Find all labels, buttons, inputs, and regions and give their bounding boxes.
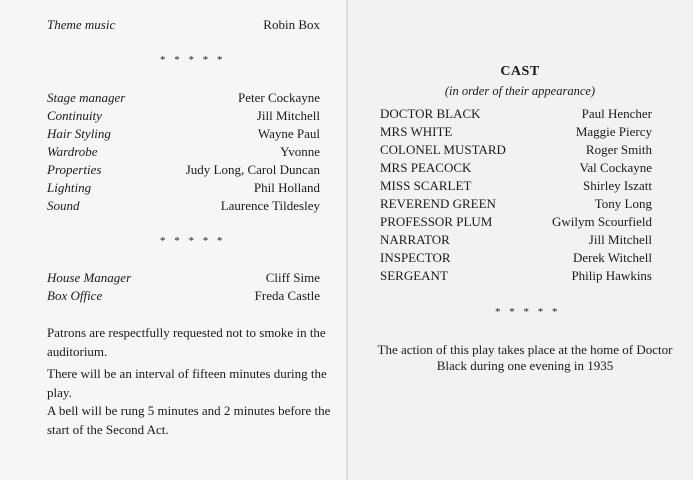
- credit-role: Theme music: [47, 17, 116, 32]
- credit-name: Cliff Sime: [265, 270, 320, 285]
- credit-name: Freda Castle: [254, 288, 320, 303]
- crew-row: [47, 161, 320, 179]
- interval-notice: There will be an interval of fifteen minutes during the play.: [47, 366, 327, 400]
- credit-name: Yvonne: [280, 144, 320, 159]
- cast-row: [380, 231, 652, 249]
- crew-row: [47, 125, 320, 143]
- separator-stars: * * * * *: [160, 54, 226, 66]
- credit-name: Jill Mitchell: [256, 108, 320, 123]
- actor-name: Philip Hawkins: [571, 268, 652, 283]
- character-name: MISS SCARLET: [380, 178, 472, 193]
- character-name: MRS PEACOCK: [380, 160, 472, 175]
- character-name: MRS WHITE: [380, 124, 453, 139]
- cast-row: [380, 177, 652, 195]
- cast-row: [380, 141, 652, 159]
- actor-name: Shirley Iszatt: [583, 178, 652, 193]
- cast-row: [380, 249, 652, 267]
- character-name: INSPECTOR: [380, 250, 451, 265]
- cast-row: [380, 159, 652, 177]
- character-name: COLONEL MUSTARD: [380, 142, 506, 157]
- actor-name: Paul Hencher: [581, 106, 652, 121]
- actor-name: Val Cockayne: [579, 160, 652, 175]
- credit-name: Laurence Tildesley: [220, 198, 320, 213]
- separator-stars: * * * * *: [160, 235, 226, 247]
- front-of-house-row: [47, 287, 320, 305]
- cast-row: [380, 267, 652, 285]
- actor-name: Gwilym Scourfield: [551, 214, 652, 229]
- bell-notice: A bell will be rung 5 minutes and 2 minutes before the start of the Second Act.: [47, 403, 331, 437]
- cast-row: [380, 123, 652, 141]
- theme-music-row: [47, 16, 320, 34]
- cast-row: [380, 195, 652, 213]
- setting-note: The action of this play takes place at the home of Doctor Black during one evening in 1935: [377, 342, 673, 373]
- smoking-notice: Patrons are respectfully requested not to smoke in the auditorium.: [47, 325, 326, 359]
- actor-name: Roger Smith: [585, 142, 652, 157]
- crew-row: [47, 89, 320, 107]
- credit-name: Judy Long, Carol Duncan: [185, 162, 320, 177]
- actor-name: Jill Mitchell: [588, 232, 652, 247]
- crew-row: [47, 107, 320, 125]
- actor-name: Tony Long: [594, 196, 652, 211]
- credit-role: Lighting: [47, 180, 92, 195]
- cast-row: [380, 105, 652, 123]
- character-name: NARRATOR: [380, 232, 450, 247]
- character-name: SERGEANT: [380, 268, 448, 283]
- credit-name: Peter Cockayne: [238, 90, 320, 105]
- credit-role: Sound: [47, 198, 80, 213]
- cast-subheading: (in order of their appearance): [444, 84, 596, 98]
- credit-role: Continuity: [47, 108, 102, 123]
- crew-row: [47, 179, 320, 197]
- credit-role: House Manager: [47, 270, 132, 285]
- character-name: REVEREND GREEN: [380, 196, 496, 211]
- credit-name: Phil Holland: [253, 180, 320, 195]
- character-name: DOCTOR BLACK: [380, 106, 481, 121]
- credit-role: Stage manager: [47, 90, 126, 105]
- cast-heading: CAST: [500, 64, 540, 79]
- crew-row: [47, 143, 320, 161]
- credit-role: Properties: [47, 162, 102, 177]
- character-name: PROFESSOR PLUM: [380, 214, 493, 229]
- cast-row: [380, 213, 652, 231]
- actor-name: Maggie Piercy: [575, 124, 652, 139]
- separator-stars: * * * * *: [495, 306, 561, 318]
- actor-name: Derek Witchell: [572, 250, 652, 265]
- crew-row: [47, 197, 320, 215]
- credit-name: Robin Box: [263, 17, 320, 32]
- front-of-house-row: [47, 269, 320, 287]
- credit-name: Wayne Paul: [257, 126, 320, 141]
- credit-role: Wardrobe: [47, 144, 98, 159]
- credit-role: Hair Styling: [47, 126, 111, 141]
- credit-role: Box Office: [47, 288, 103, 303]
